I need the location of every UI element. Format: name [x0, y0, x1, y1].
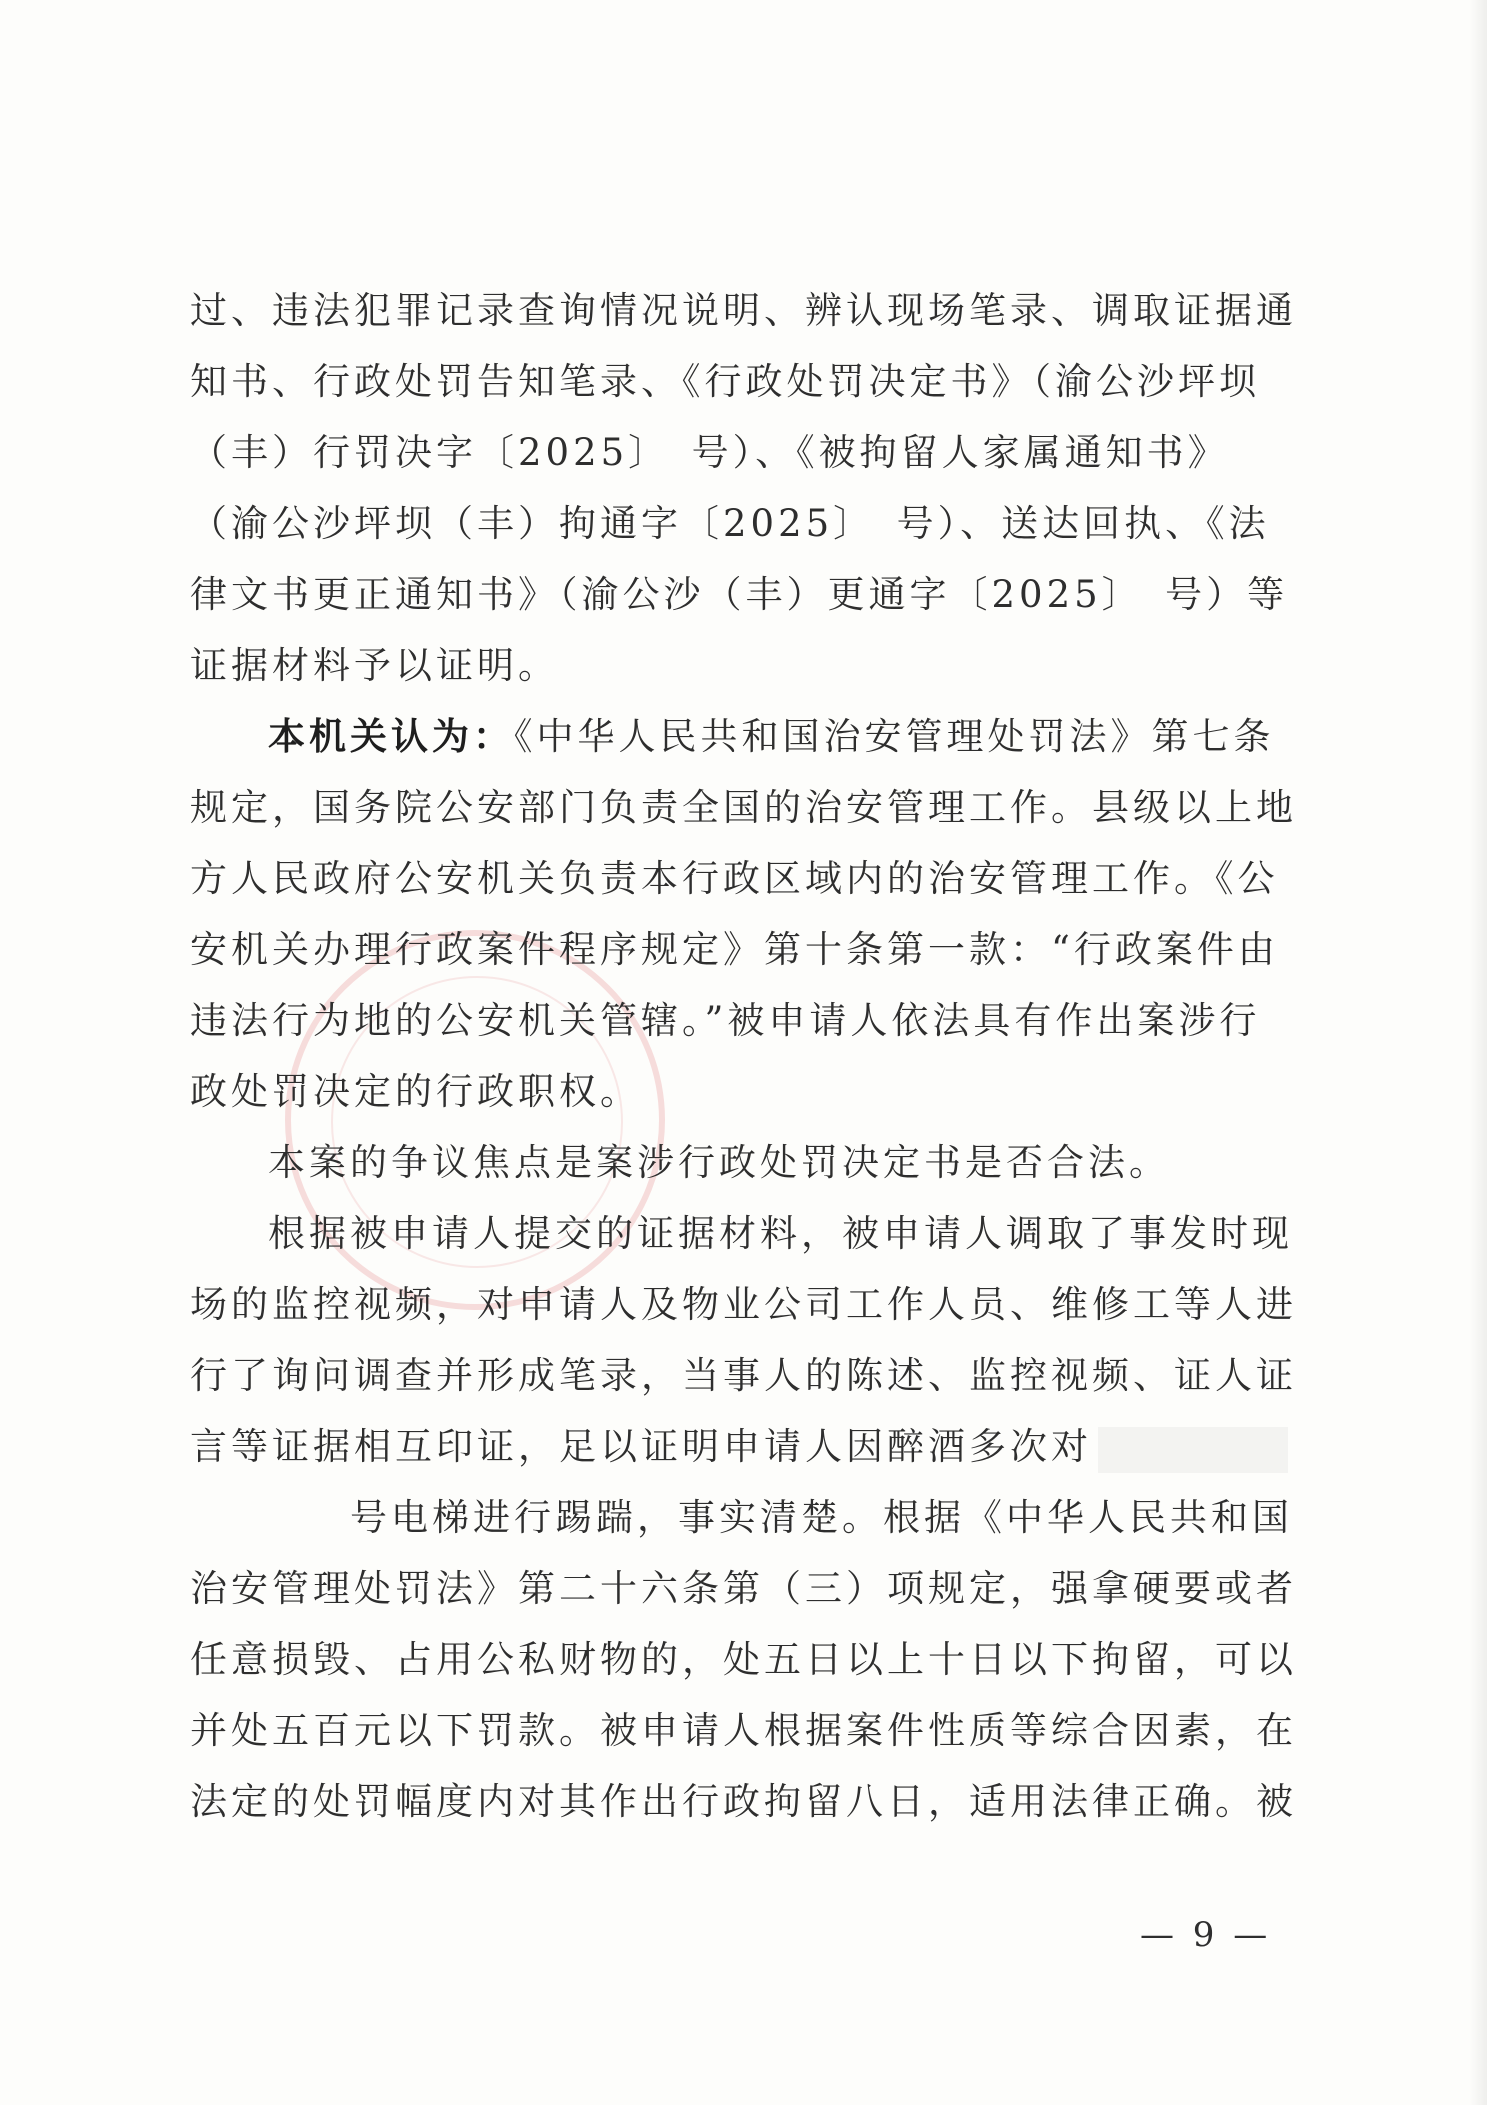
body-line: 法定的处罚幅度内对其作出行政拘留八日，适用法律正确。被: [190, 1780, 1297, 1823]
body-line: （丰）行罚决字〔2025〕 号）、《被拘留人家属通知书》: [190, 431, 1229, 474]
body-line-with-redaction: [190, 1411, 1295, 1482]
body-line: 治安管理处罚法》第二十六条第（三）项规定，强拿硬要或者: [190, 1567, 1297, 1610]
paragraph-evidence-first-line: 根据被申请人提交的证据材料，被申请人调取了事发时现: [268, 1212, 1293, 1255]
body-line: 违法行为地的公安机关管辖。”被申请人依法具有作出案涉行: [190, 999, 1261, 1042]
redacted-line-text: 言等证据相互印证，足以证明申请人因醉酒多次对: [190, 1425, 1092, 1468]
body-line: 过、违法犯罪记录查询情况说明、辨认现场笔录、调取证据通: [190, 289, 1297, 332]
body-line: 规定，国务院公安部门负责全国的治安管理工作。县级以上地: [190, 786, 1297, 829]
body-line: 安机关办理行政案件程序规定》第十条第一款：“行政案件由: [190, 928, 1279, 971]
document-body: [190, 275, 1295, 1837]
body-line: 知书、行政处罚告知笔录、《行政处罚决定书》（渝公沙坪坝: [190, 360, 1260, 403]
body-line: 场的监控视频，对申请人及物业公司工作人员、维修工等人进: [190, 1283, 1297, 1326]
body-line: 律文书更正通知书》（渝公沙（丰）更通字〔2025〕 号）等: [190, 573, 1289, 616]
paragraph-dispute-focus: 本案的争议焦点是案涉行政处罚决定书是否合法。: [268, 1141, 1170, 1184]
body-line: 任意损毁、占用公私财物的，处五日以上十日以下拘留，可以: [190, 1638, 1297, 1681]
body-line: 政处罚决定的行政职权。: [190, 1070, 641, 1113]
body-line: （渝公沙坪坝（丰）拘通字〔2025〕 号）、送达回执、《法: [190, 502, 1270, 545]
body-line: 号电梯进行踢踹，事实清楚。根据《中华人民共和国: [350, 1496, 1293, 1539]
body-line: 并处五百元以下罚款。被申请人根据案件性质等综合因素，在: [190, 1709, 1297, 1752]
body-line: 证据材料予以证明。: [190, 644, 559, 687]
scan-edge-shadow: [1469, 0, 1487, 2105]
opinion-text: 《中华人民共和国治安管理处罚法》第七条: [514, 715, 1275, 758]
page-number: — 9 —: [1140, 1915, 1272, 1955]
body-line: 行了询问调查并形成笔录，当事人的陈述、监控视频、证人证: [190, 1354, 1297, 1397]
redaction-block: [1098, 1427, 1288, 1473]
body-line: 方人民政府公安机关负责本行政区域内的治安管理工作。《公: [190, 857, 1279, 900]
opinion-lead: 本机关认为：: [268, 714, 514, 758]
paragraph-opinion-first-line: [190, 701, 1295, 772]
